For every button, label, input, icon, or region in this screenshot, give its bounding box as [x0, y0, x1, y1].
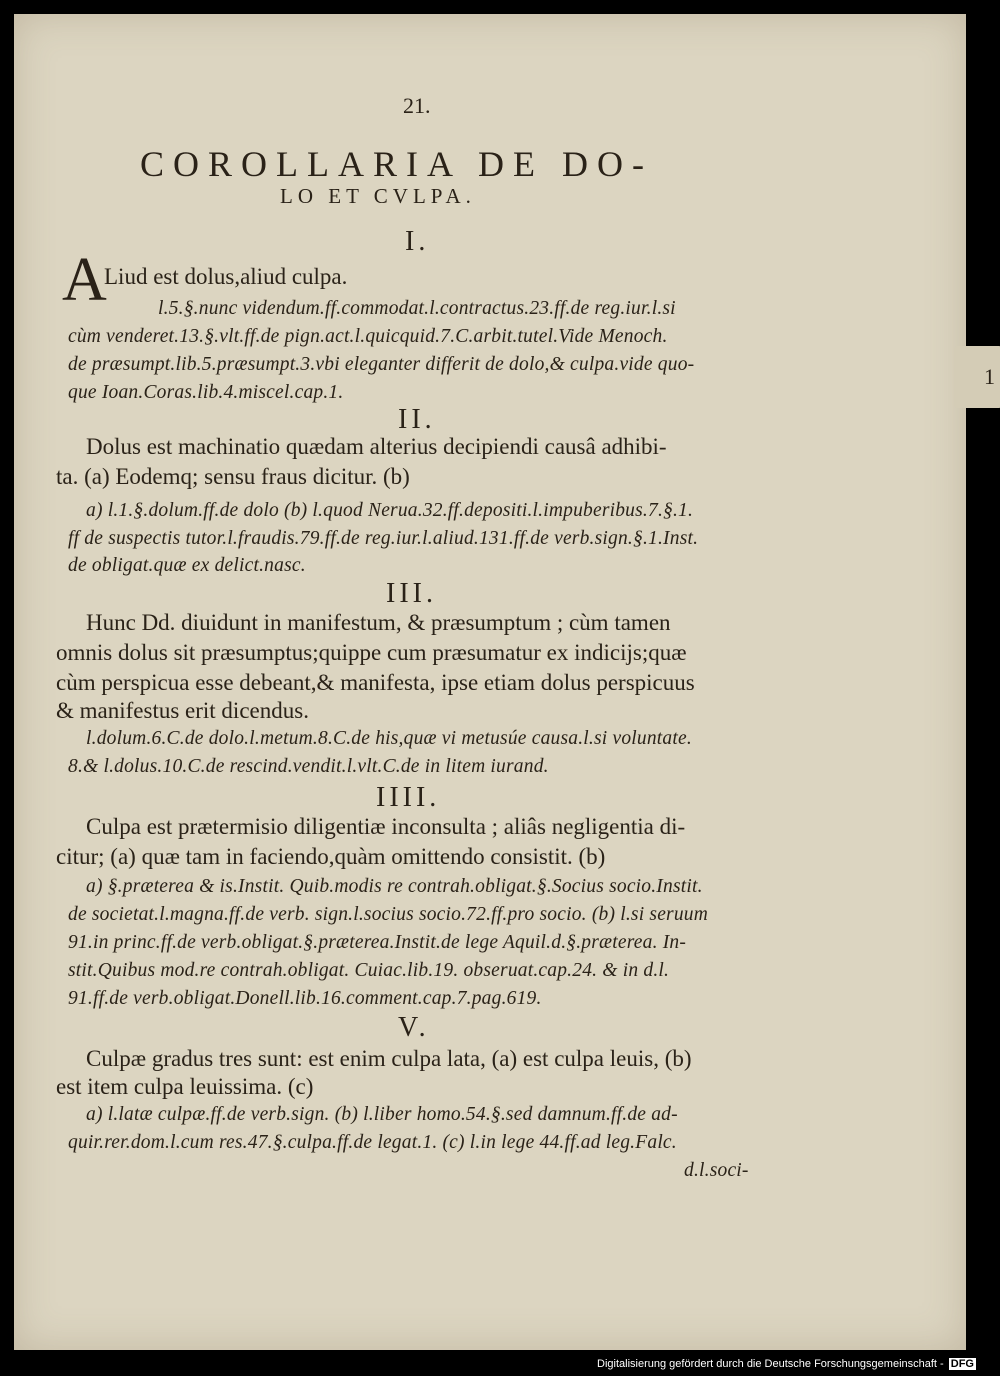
- page-number: 21.: [403, 93, 431, 118]
- citation-line: de præsumpt.lib.5.præsumpt.3.vbi eleganter differit de dolo,& culpa.vide quo-: [68, 354, 695, 375]
- text-line: Dolus est machinatio quædam alterius decipiendi causâ adhibi-: [86, 434, 667, 459]
- text-line: omnis dolus sit præsumptus;quippe cum præsumatur ex indicijs;quæ: [56, 640, 687, 665]
- citation-line: que Ioan.Coras.lib.4.miscel.cap.1.: [68, 382, 344, 403]
- citation-line: stit.Quibus mod.re contrah.obligat. Cuiac.lib.19. obseruat.cap.24. & in d.l.: [68, 960, 670, 981]
- citation-line: l.dolum.6.C.de dolo.l.metum.8.C.de his,quæ vi metusúe causa.l.si voluntate.: [86, 728, 692, 749]
- text-line: est item culpa leuissima. (c): [56, 1074, 314, 1099]
- text-line: ta. (a) Eodemq; sensu fraus dicitur. (b): [56, 464, 410, 489]
- citation-line: cùm venderet.13.§.vlt.ff.de pign.act.l.quicquid.7.C.arbit.tutel.Vide Menoch.: [68, 326, 668, 347]
- citation-line: ff de suspectis tutor.l.fraudis.79.ff.de reg.iur.l.aliud.131.ff.de verb.sign.§.1.Inst.: [68, 528, 699, 549]
- text-line: cùm perspicua esse debeant,& manifesta, ipse etiam dolus perspicuus: [56, 670, 695, 695]
- text-line: citur; (a) quæ tam in faciendo,quàm omittendo consistit. (b): [56, 844, 606, 869]
- footer-credit: [597, 1358, 976, 1370]
- text-line: Liud est dolus,aliud culpa.: [104, 264, 348, 289]
- citation-line: a) l.1.§.dolum.ff.de dolo (b) l.quod Nerua.32.ff.depositi.l.impuberibus.7.§.1.: [86, 500, 694, 521]
- citation-line: l.5.§.nunc videndum.ff.commodat.l.contractus.23.ff.de reg.iur.l.si: [158, 298, 676, 319]
- citation-line: 91.in princ.ff.de verb.obligat.§.præterea.Instit.de lege Aquil.d.§.præterea. In-: [68, 932, 687, 953]
- section-numeral-2: II.: [398, 404, 436, 435]
- section-numeral-1: I.: [405, 226, 430, 257]
- citation-line: a) §.præterea & is.Instit. Quib.modis re contrah.obligat.§.Socius socio.Instit.: [86, 876, 703, 897]
- text-line: & manifestus erit dicendus.: [56, 698, 309, 723]
- footer-text: Digitalisierung gefördert durch die Deutsche Forschungsgemeinschaft -: [597, 1358, 944, 1370]
- text-line: Culpæ gradus tres sunt: est enim culpa lata, (a) est culpa leuis, (b): [86, 1046, 692, 1071]
- margin-tab: [954, 346, 1000, 408]
- section-numeral-5: V.: [398, 1012, 430, 1043]
- page-title: COROLLARIA DE DO-: [140, 144, 653, 184]
- drop-cap: A: [62, 246, 107, 314]
- citation-line: 8.& l.dolus.10.C.de rescind.vendit.l.vlt.C.de in litem iurand.: [68, 756, 549, 777]
- citation-line: a) l.latæ culpæ.ff.de verb.sign. (b) l.liber homo.54.§.sed damnum.ff.de ad-: [86, 1104, 678, 1125]
- catchword: d.l.soci-: [684, 1160, 749, 1181]
- section-numeral-4: IIII.: [376, 782, 441, 813]
- citation-line: de obligat.quæ ex delict.nasc.: [68, 555, 306, 576]
- dfg-logo: DFG: [950, 1358, 974, 1370]
- citation-line: de societat.l.magna.ff.de verb. sign.l.socius socio.72.ff.pro socio. (b) l.si seruum: [68, 904, 709, 925]
- citation-line: quir.rer.dom.l.cum res.47.§.culpa.ff.de legat.1. (c) l.in lege 44.ff.ad leg.Falc.: [68, 1132, 677, 1153]
- text-line: Hunc Dd. diuidunt in manifestum, & præsumptum ; cùm tamen: [86, 610, 671, 635]
- section-numeral-3: III.: [386, 578, 437, 609]
- margin-tab-mark: 1: [984, 364, 995, 389]
- citation-line: 91.ff.de verb.obligat.Donell.lib.16.comment.cap.7.pag.619.: [68, 988, 542, 1009]
- page-title-continued: LO ET CVLPA.: [280, 184, 476, 208]
- text-line: Culpa est prætermisio diligentiæ inconsulta ; aliâs negligentia di-: [86, 814, 686, 839]
